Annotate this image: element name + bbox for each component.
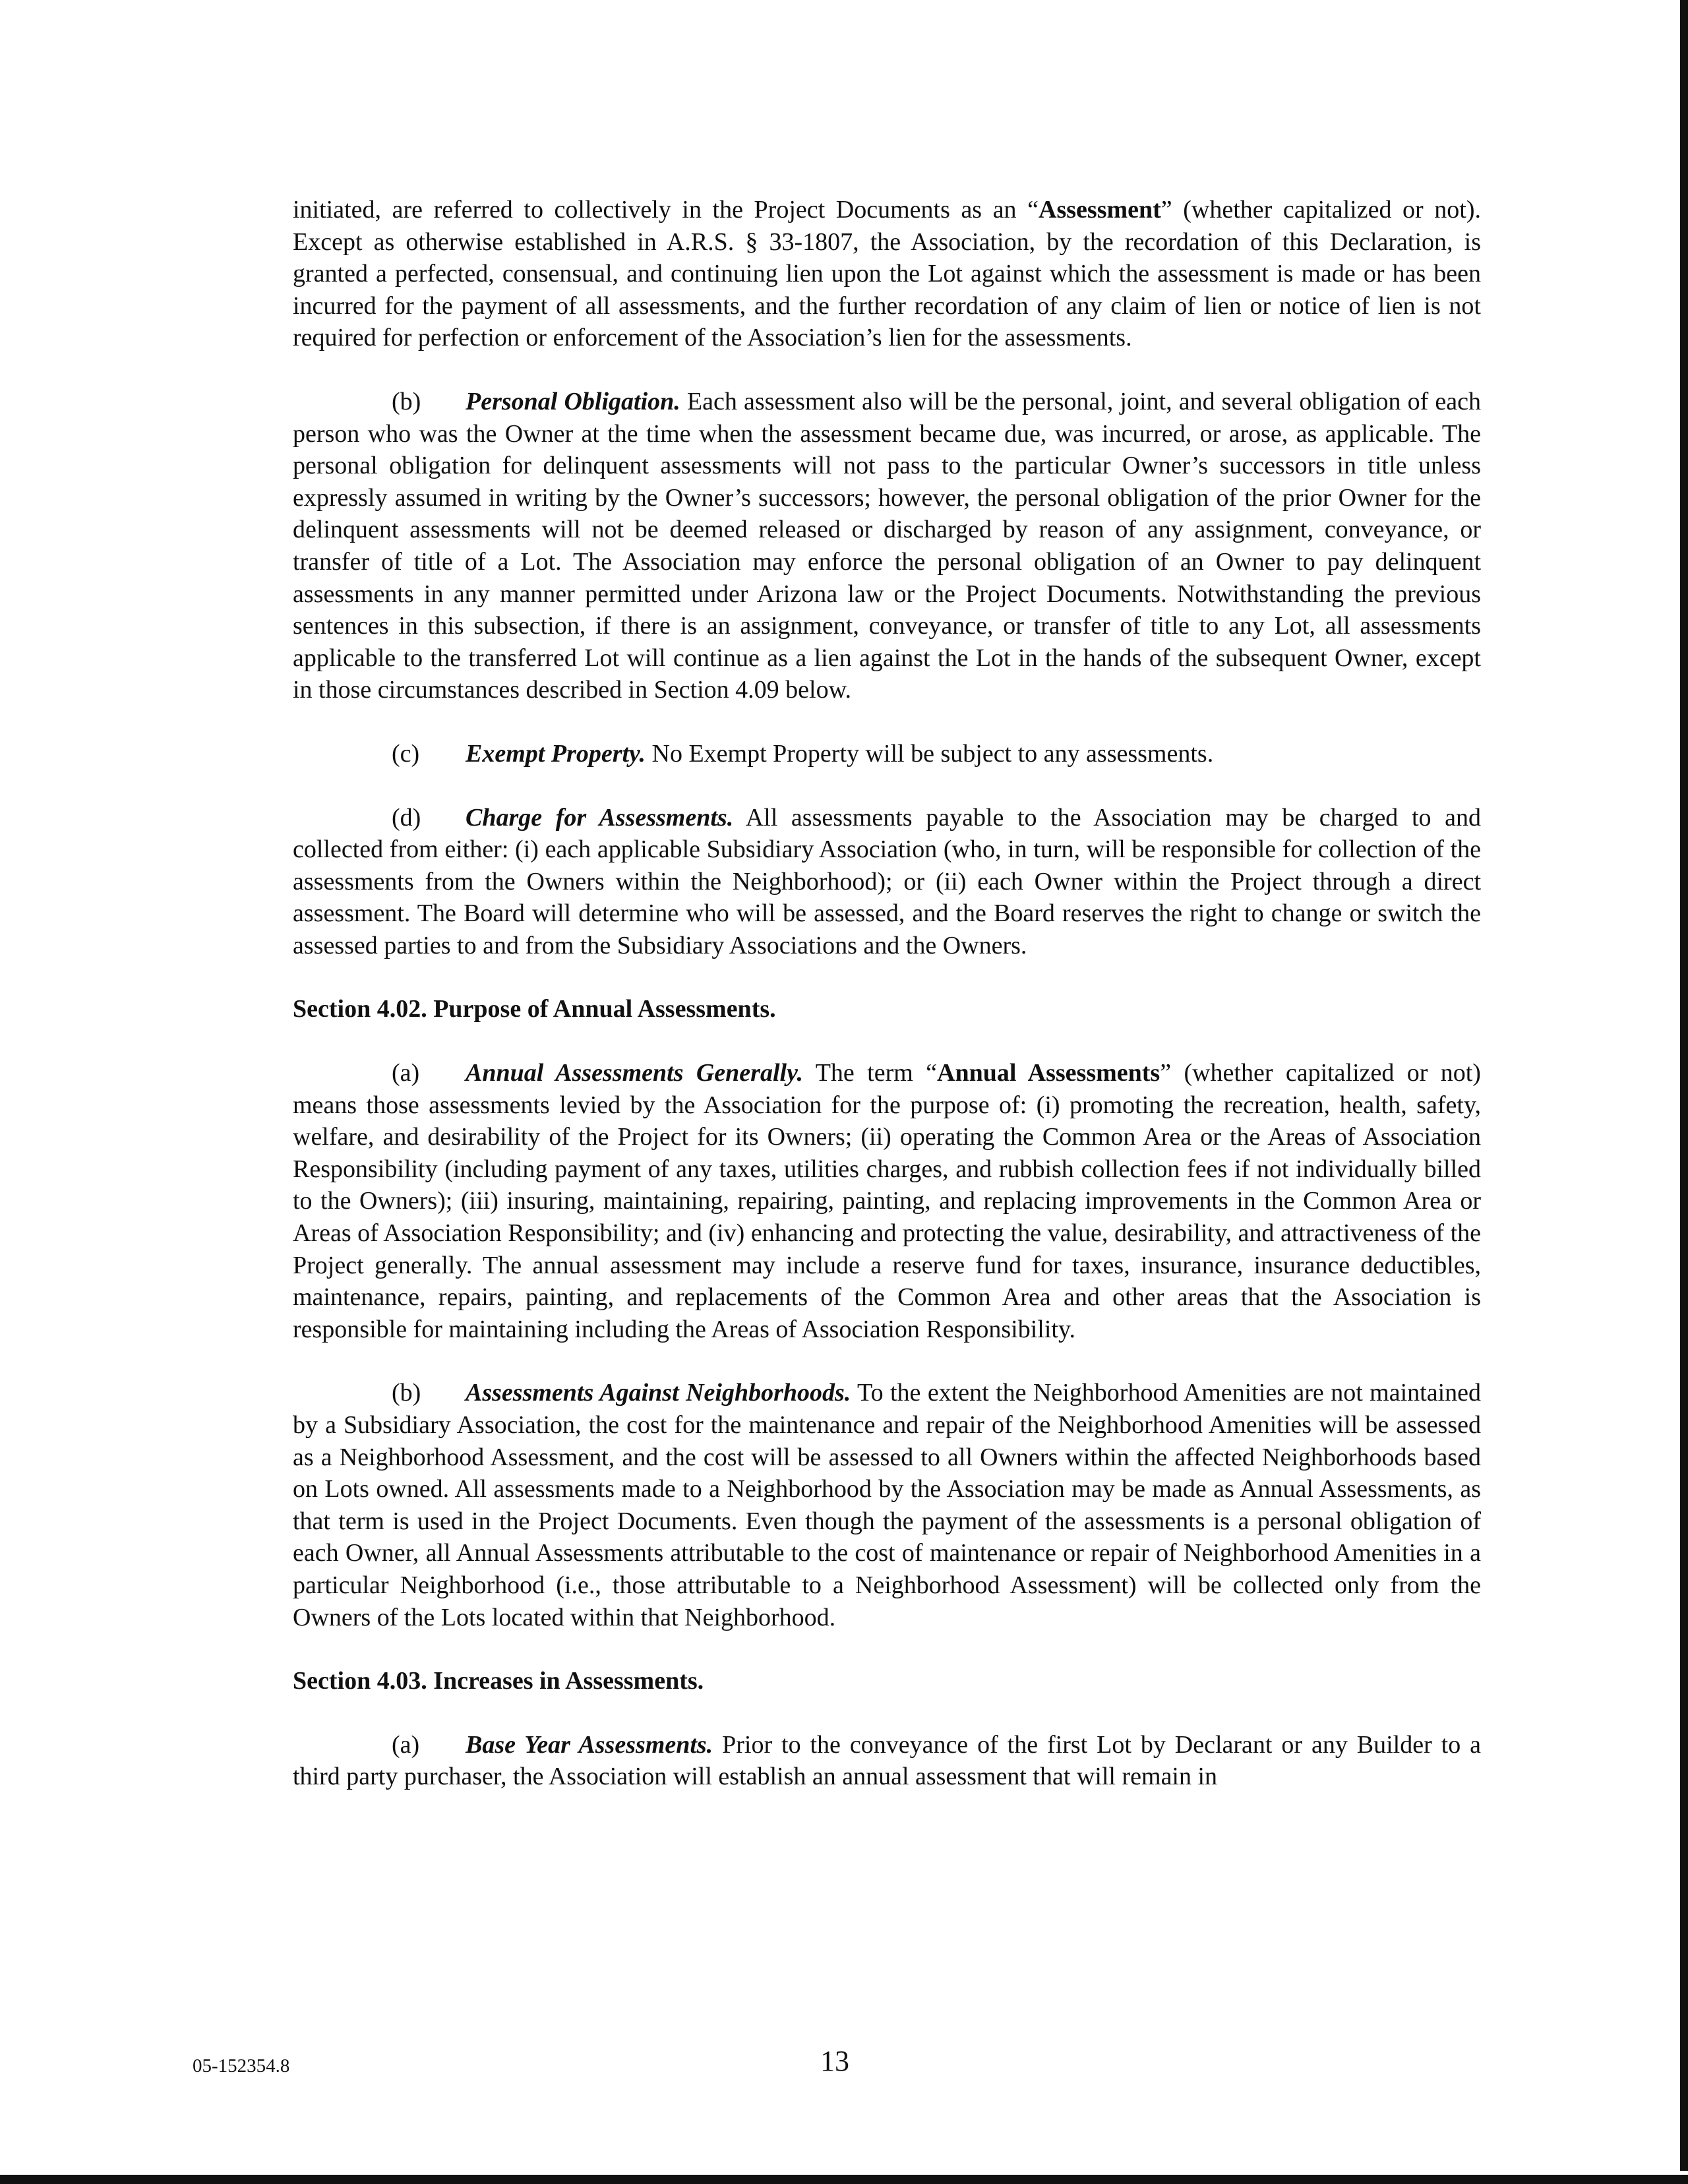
subsection-marker: (d)	[392, 803, 421, 832]
subsection-marker: (b)	[392, 387, 421, 415]
defined-term-assessment: Assessment	[1039, 196, 1161, 224]
paragraph-exempt-property: (c) Exempt Property. No Exempt Property will be subject to any assessments.	[293, 738, 1481, 770]
paragraph-base-year-assessments: (a) Base Year Assessments. Prior to the conveyance of the first Lot by Declarant or any Builder to a third party purchaser, the Association will establish an annual assessment that will remain in	[293, 1729, 1481, 1793]
defined-term-annual-assessments: Annual Assessments	[937, 1059, 1160, 1087]
subsection-title: Charge for Assessments.	[466, 803, 734, 832]
subsection-title: Assessments Against Neighborhoods.	[466, 1379, 851, 1407]
document-body	[293, 194, 1481, 1825]
paragraph-assessments-against-neighborhoods: (b) Assessments Against Neighborhoods. To the extent the Neighborhood Amenities are not maintained by a Subsidiary Association, the cost for the maintenance and repair of the Neighborhood Amenities will be assessed as a Neighborhood Assessment, and the cost will be assessed to all Owners within the affected Neighborhoods based on Lots owned. All assessments made to a Neighborhood by the Association may be made as Annual Assessments, as that term is used in the Project Documents. Even though the payment of the assessments is a personal obligation of each Owner, all Annual Assessments attributable to the cost of maintenance or repair of Neighborhood Amenities in a particular Neighborhood (i.e., those attributable to a Neighborhood Assessment) will be collected only from the Owners of the Lots located within that Neighborhood.	[293, 1377, 1481, 1633]
paragraph-personal-obligation: (b) Personal Obligation. Each assessment also will be the personal, joint, and several obligation of each person who was the Owner at the time when the assessment became due, was incurred, or arose, as applicable. The personal obligation for delinquent assessments will not pass to the particular Owner’s successors in title unless expressly assumed in writing by the Owner’s successors; however, the personal obligation of the prior Owner for the delinquent assessments will not be deemed released or discharged by reason of any assignment, conveyance, or transfer of title of a Lot. The Association may enforce the personal obligation of an Owner to pay delinquent assessments in any manner permitted under Arizona law or the Project Documents. Notwithstanding the previous sentences in this subsection, if there is an assignment, conveyance, or transfer of title to any Lot, all assessments applicable to the transferred Lot will continue as a lien against the Lot in the hands of the subsequent Owner, except in those circumstances described in Section 4.09 below.	[293, 386, 1481, 706]
subsection-marker: (c)	[392, 739, 420, 768]
subsection-title: Personal Obligation.	[466, 387, 680, 415]
subsection-title: Base Year Assessments.	[466, 1730, 713, 1759]
section-heading-4-03: Section 4.03. Increases in Assessments.	[293, 1667, 704, 1695]
subsection-marker: (b)	[392, 1379, 421, 1407]
paragraph-annual-assessments: (a) Annual Assessments Generally. The term “Annual Assessments” (whether capitalized or not) means those assessments levied by the Association for the purpose of: (i) promoting the recreation, health, safety, welfare, and desirability of the Project for its Owners; (ii) operating the Common Area or the Areas of Association Responsibility (including payment of any taxes, utilities charges, and rubbish collection fees if not individually billed to the Owners); (iii) insuring, maintaining, repairing, painting, and replacing improvements in the Common Area or Areas of Association Responsibility; and (iv) enhancing and protecting the value, desirability, and attractiveness of the Project generally. The annual assessment may include a reserve fund for taxes, insurance, insurance deductibles, maintenance, repairs, painting, and replacements of the Common Area and other areas that the Association is responsible for maintaining including the Areas of Association Responsibility.	[293, 1057, 1481, 1345]
footer-page-number: 13	[820, 2045, 849, 2077]
paragraph-charge-for-assessments: (d) Charge for Assessments. All assessments payable to the Association may be charged to and collected from either: (i) each applicable Subsidiary Association (who, in turn, will be responsible for collection of the assessments from the Owners within the Neighborhood); or (ii) each Owner within the Project through a direct assessment. The Board will determine who will be assessed, and the Board reserves the right to change or switch the assessed parties to and from the Subsidiary Associations and the Owners.	[293, 802, 1481, 962]
section-heading-4-02: Section 4.02. Purpose of Annual Assessments.	[293, 995, 776, 1023]
scan-right-edge	[1680, 0, 1688, 2184]
footer-document-id: 05-152354.8	[193, 2055, 290, 2077]
subsection-marker: (a)	[392, 1059, 420, 1087]
paragraph-continued: initiated, are referred to collectively in the Project Documents as an “Assessment” (whether capitalized or not). Except as otherwise established in A.R.S. § 33-1807, the Association, by the recordation of this Declaration, is granted a perfected, consensual, and continuing lien upon the Lot against which the assessment is made or has been incurred for the payment of all assessments, and the further recordation of any claim of lien or notice of lien is not required for perfection or enforcement of the Association’s lien for the assessments.	[293, 196, 1481, 352]
subsection-marker: (a)	[392, 1730, 420, 1759]
scan-bottom-edge	[0, 2175, 1688, 2184]
subsection-title: Exempt Property.	[466, 739, 646, 768]
subsection-title: Annual Assessments Generally.	[466, 1059, 804, 1087]
